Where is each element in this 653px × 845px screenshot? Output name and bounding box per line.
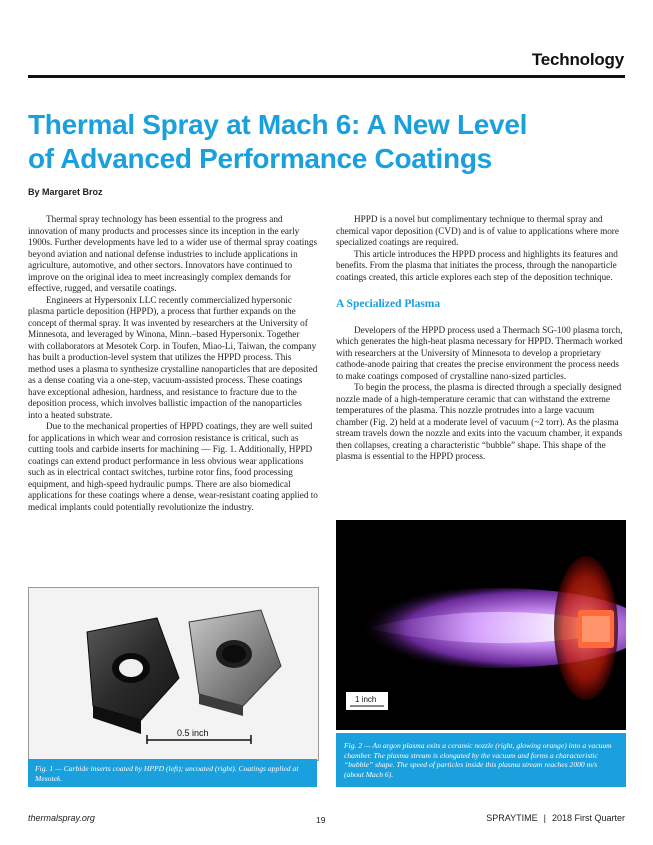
byline: By Margaret Broz [28,187,103,197]
figure-1-image [28,587,319,761]
issue-label: 2018 First Quarter [551,813,625,823]
paragraph: This article introduces the HPPD process and highlights its features and benefits. From the plasma that initiates the process, through the nanoparticle coatings created, this article explores each step of the deposition technique. [336,248,618,282]
paragraph: Developers of the HPPD process used a Thermach SG-100 plasma torch, which generates the high-heat plasma necessary for HPPD. Thermach worked with researchers at the University of Minnesota to develop a proprietary cathode-anode pairing that creates the precise environment the process needs to make coatings composed of crystalline nano-sized particles. [336,324,623,381]
footer-separator: | [543,813,546,823]
figure-2-scale-label: 1 inch [355,695,377,704]
footer-publication [486,813,625,823]
paragraph: HPPD is a novel but complimentary technique to thermal spray and chemical vapor deposition (CVD) and is of value to applications where more specialized coatings are required. [336,214,619,247]
paragraph: Due to the mechanical properties of HPPD coatings, they are well suited for applications in which wear and corrosion resistance is critical, such as cutting tools and carbide inserts for machining — Fig. 1. Additionally, HPPD coatings can extend product performance in less obvious wear applications such as in electrical contact switches, turbine rotor fins, food processing equipment, and high-speed hydraulic pumps. There are also biomedical applications for these coatings where a dense, wear-resistant coating applied to medical implants could potentially revolutionize the industry. [28,421,318,512]
title-line-2: of Advanced Performance Coatings [28,143,492,174]
section-label: Technology [531,50,624,69]
figure-2-caption: Fig. 2 — An argon plasma exits a ceramic nozzle (right, glowing orange) into a vacuum chamber. The plasma stream is elongated by the vacuum and forms a characteristic “bubble” shape. The speed of particles inside this plasma stream reaches 2000 m/s (about Mach 6). [336,733,626,787]
publication-name: SPRAYTIME [486,813,538,823]
paragraph: Thermal spray technology has been essential to the progress and innovation of many products and processes since its inception in the early 1900s. Further developments have led to a wider use of thermal spray coatings beyond aviation and national defense industries to include applications in agriculture, automotive, and other sectors. Innovators have continued to improve on the original idea to meet increasingly complex demands for effective, rugged, and versatile coatings. [28,214,318,293]
header-rule [28,75,625,78]
paragraph: Engineers at Hypersonix LLC recently commercialized hypersonic plasma particle deposition (HPPD), a process that further expands on the concept of thermal spray. It was invented by researchers at the University of Minnesota, and leveraged by Winona, Minn.–based Hypersonix. Together with collaborators at Mesotek Corp. in Toufen, Miao-Li, Taiwan, the company has built a production-level system that utilizes the HPPD process. This method uses a plasma to synthesize crystalline nanoparticles that are deposited as a dense coating via a one-step, vacuum-assisted process. These coatings have exceptional adhesion, hardness, and resistance to fracture due to the deposition process, which involves ballistic impaction of the nanoparticles into a heated substrate. [28,294,318,420]
figure-1-caption: Fig. 1 — Carbide inserts coated by HPPD (left); uncoated (right). Coatings applied at Mesotek. [28,759,317,787]
section-subhead: A Specialized Plasma [336,298,441,310]
page-number: 19 [316,815,326,825]
carbide-inserts-photo [29,588,318,760]
left-column [28,214,318,513]
paragraph: To begin the process, the plasma is directed through a specially designed nozzle made of a high-temperature ceramic that can withstand the extreme temperatures of the plasma. This nozzle protrudes into a large vacuum chamber (Fig. 2) held at a moderate level of vacuum (~2 torr). As the plasma stream travels down the nozzle and exits into the vacuum chamber, it expands then collapses, creating a characteristic “bubble” shape. This shape of the plasma is essential to the HPPD process. [336,382,623,461]
plasma-stream-photo [336,520,626,730]
footer-website[interactable]: thermalspray.org [28,813,95,823]
figure-2-image [336,520,626,730]
article-title [28,108,628,176]
figure-1-scale-label: 0.5 inch [177,728,209,738]
right-column [336,214,626,463]
title-line-1: Thermal Spray at Mach 6: A New Level [28,109,528,140]
